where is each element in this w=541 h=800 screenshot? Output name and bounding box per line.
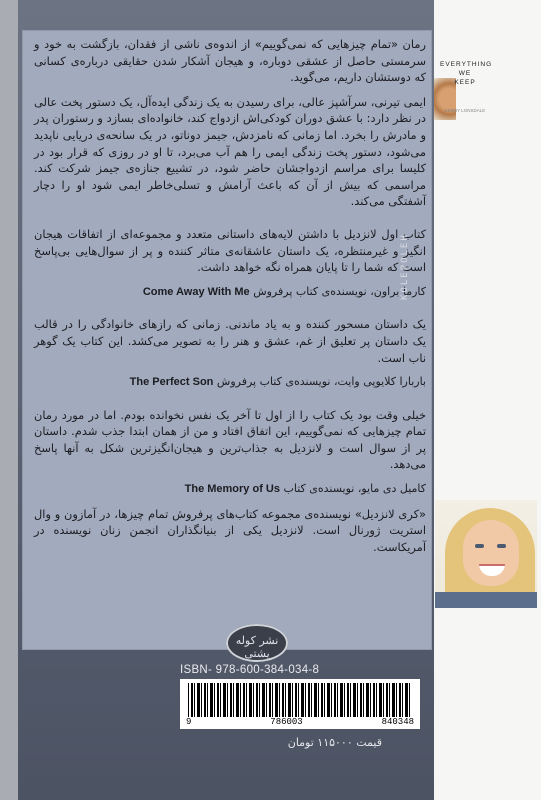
author-photo-face bbox=[463, 520, 519, 586]
spine-publisher-text: KOLEPOLEH bbox=[400, 233, 410, 300]
review-3-book: The Memory of Us bbox=[184, 483, 280, 496]
review-1-attribution bbox=[34, 284, 426, 301]
review-2-attribution bbox=[34, 374, 426, 391]
author-photo-eye bbox=[497, 544, 506, 548]
paragraph-synopsis-2: ایمی تیرنی، سرآشپز عالی، برای رسیدن به یک زندگی ایده‌آل، یک دستور پخت عالی در نظر دارد: با عشق دوران کودکی‌اش ازدواج کند، خانواده‌ای بسازد و رستوران پدر و مادرش را بخرد. اما زمانی که نامزدش، جیمز دوناتو، در یک سانحه‌ی دریایی ناپدید می‌شود، دستور پخت زندگی ایمی را هم آب می‌برد، تا او در روزی که قرار بود در کلیسا برای مراسم ازدواجشان حاضر شود، در تشییع جنازه‌ی جیمز شرکت کند. مراسمی که بیش از آن که باعث آرامش و تسلی‌خاطر ایمی شود او را دچار آشفتگی می‌کند. bbox=[34, 94, 426, 209]
blurb-text bbox=[34, 36, 426, 563]
author-photo-shirt bbox=[435, 592, 537, 608]
review-1-author: کارما براون، نویسنده‌ی کتاب پرفروش bbox=[253, 284, 426, 298]
review-2-book: The Perfect Son bbox=[129, 376, 214, 389]
front-cover-title bbox=[440, 60, 493, 87]
barcode-digits bbox=[186, 717, 414, 727]
side-strip bbox=[434, 0, 541, 800]
barcode-bars bbox=[188, 683, 412, 717]
review-2: یک داستان مسحور کننده و به یاد ماندنی. زمانی که رازهای خانوادگی را در قالب یک داستان پر تعلیق از غم، عشق و هنر را به تصویر می‌کشد. این کتاب یک گوهر ناب است. bbox=[34, 317, 426, 365]
cover-edge bbox=[0, 0, 18, 800]
review-1: کتاب اول لانزدیل با داشتن لایه‌های داستانی متعدد و مجموعه‌ای از اتفاقات هیجان انگیز و غیرمنتظره، یک داستان عاشقانه‌ی متاثر کننده و پر از سوال‌هایی بی‌پاسخ است که شما را تا پایان همراه نگه خواهد داشت. bbox=[34, 226, 426, 275]
review-1-book: Come Away With Me bbox=[142, 285, 250, 298]
paragraph-synopsis-1: رمان «تمام چیزهایی که نمی‌گوییم» از اندوه‌ی ناشی از فقدان، بازگشت به خود و سرمستی حاصل از عشقی دوباره، و هیجان آشکار شدن حقایقی درباره‌ی کسانی که دوستشان داریم، می‌گوید. bbox=[34, 37, 426, 85]
author-photo bbox=[435, 500, 537, 608]
price-label: قیمت ۱۱۵۰۰۰ تومان bbox=[287, 736, 382, 749]
front-cover-title-line-1: EVERYTHING bbox=[440, 61, 493, 68]
front-cover-title-line-3: KEEP bbox=[454, 79, 476, 86]
front-cover-author: KERRY LONSDALE bbox=[444, 108, 486, 113]
author-photo-eye bbox=[475, 544, 484, 548]
review-3: خیلی وقت بود یک کتاب را از اول تا آخر یک نفس نخوانده بودم. اما در مورد رمان تمام چیزهایی که نمی‌گوییم، این اتفاق افتاد و من از همان ابتدا جذب شدم. داستان پر از سوال است و لانزدیل به جذاب‌ترین و هیجان‌انگیزترین شکل به آنها پاسخ می‌دهد. bbox=[34, 407, 426, 472]
barcode bbox=[180, 679, 420, 729]
review-2-author: باربارا کلایوپی وایت، نویسنده‌ی کتاب پرفروش bbox=[216, 375, 426, 389]
publisher-logo-text: نشر کوله پشتی bbox=[235, 634, 279, 660]
publisher-logo bbox=[226, 624, 288, 662]
review-3-attribution bbox=[34, 481, 426, 498]
barcode-digit-group: 786003 bbox=[270, 717, 303, 727]
author-bio: «کری لانزدیل» نویسنده‌ی مجموعه کتاب‌های پرفروش تمام چیزها، در آمازون و وال استریت ژورنال است. لانزدیل یکی از بنیانگذاران انجمن زنان نویسنده در آمریکاست. bbox=[34, 506, 426, 554]
review-3-author: کامیل دی مایو، نویسنده‌ی کتاب bbox=[283, 482, 426, 496]
barcode-digit-group: 9 bbox=[186, 717, 192, 727]
barcode-digit-group: 840348 bbox=[381, 717, 414, 727]
front-cover-title-line-2: WE bbox=[458, 70, 472, 77]
isbn-text: ISBN- 978-600-384-034-8 bbox=[180, 664, 320, 676]
